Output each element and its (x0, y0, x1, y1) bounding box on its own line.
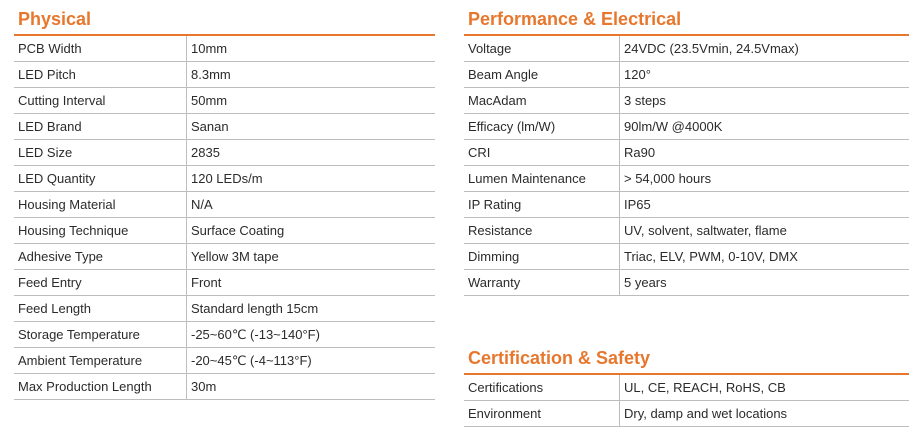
spec-value: > 54,000 hours (620, 166, 910, 192)
table-row (14, 88, 435, 114)
performance-section (464, 8, 909, 296)
performance-table (464, 36, 909, 296)
spec-key: Max Production Length (14, 374, 187, 400)
spec-value: Sanan (187, 114, 436, 140)
table-row (464, 166, 909, 192)
table-row (14, 322, 435, 348)
table-row (464, 244, 909, 270)
certification-section (464, 347, 909, 427)
table-row (14, 244, 435, 270)
table-row (464, 375, 909, 401)
physical-table (14, 36, 435, 400)
table-row (464, 114, 909, 140)
spec-value: -20~45℃ (-4~113°F) (187, 348, 436, 374)
table-row (14, 348, 435, 374)
spec-value: 8.3mm (187, 62, 436, 88)
table-row (14, 218, 435, 244)
table-row (14, 114, 435, 140)
spec-key: LED Size (14, 140, 187, 166)
table-row (14, 192, 435, 218)
spec-key: Dimming (464, 244, 620, 270)
certification-title: Certification & Safety (464, 347, 909, 375)
table-row (464, 192, 909, 218)
table-row (14, 36, 435, 62)
spec-key: LED Brand (14, 114, 187, 140)
table-row (14, 296, 435, 322)
spec-key: Housing Material (14, 192, 187, 218)
spec-key: CRI (464, 140, 620, 166)
spec-key: Ambient Temperature (14, 348, 187, 374)
spec-value: 50mm (187, 88, 436, 114)
spec-key: Environment (464, 401, 620, 427)
spec-value: 120° (620, 62, 910, 88)
performance-title: Performance & Electrical (464, 8, 909, 36)
spec-value: 5 years (620, 270, 910, 296)
spec-value: 10mm (187, 36, 436, 62)
table-row (14, 140, 435, 166)
spec-key: Cutting Interval (14, 88, 187, 114)
spec-value: UL, CE, REACH, RoHS, CB (620, 375, 910, 401)
physical-title: Physical (14, 8, 435, 36)
spec-value: Ra90 (620, 140, 910, 166)
spec-key: Feed Length (14, 296, 187, 322)
spec-key: LED Quantity (14, 166, 187, 192)
spec-value: 120 LEDs/m (187, 166, 436, 192)
spec-key: MacAdam (464, 88, 620, 114)
spec-key: Efficacy (lm/W) (464, 114, 620, 140)
spec-value: Yellow 3M tape (187, 244, 436, 270)
table-row (464, 270, 909, 296)
spec-value: 3 steps (620, 88, 910, 114)
spec-value: 24VDC (23.5Vmin, 24.5Vmax) (620, 36, 910, 62)
spec-key: Warranty (464, 270, 620, 296)
spec-value: Standard length 15cm (187, 296, 436, 322)
spec-key: Beam Angle (464, 62, 620, 88)
spec-key: Voltage (464, 36, 620, 62)
table-row (14, 270, 435, 296)
table-row (464, 36, 909, 62)
spec-value: UV, solvent, saltwater, flame (620, 218, 910, 244)
table-row (14, 166, 435, 192)
table-row (464, 218, 909, 244)
table-row (14, 374, 435, 400)
table-row (464, 140, 909, 166)
spec-value: 90lm/W @4000K (620, 114, 910, 140)
spec-value: Triac, ELV, PWM, 0-10V, DMX (620, 244, 910, 270)
spec-value: N/A (187, 192, 436, 218)
table-row (464, 88, 909, 114)
spec-value: Dry, damp and wet locations (620, 401, 910, 427)
table-row (464, 401, 909, 427)
spec-value: Front (187, 270, 436, 296)
spec-value: -25~60℃ (-13~140°F) (187, 322, 436, 348)
spec-value: Surface Coating (187, 218, 436, 244)
table-row (464, 62, 909, 88)
spec-key: Lumen Maintenance (464, 166, 620, 192)
spec-value: 30m (187, 374, 436, 400)
spec-key: Feed Entry (14, 270, 187, 296)
spec-value: IP65 (620, 192, 910, 218)
certification-table (464, 375, 909, 427)
table-row (14, 62, 435, 88)
spec-key: LED Pitch (14, 62, 187, 88)
spec-key: IP Rating (464, 192, 620, 218)
spec-key: Certifications (464, 375, 620, 401)
spec-key: Storage Temperature (14, 322, 187, 348)
spec-value: 2835 (187, 140, 436, 166)
spec-key: PCB Width (14, 36, 187, 62)
physical-section (14, 8, 435, 400)
spec-key: Housing Technique (14, 218, 187, 244)
spec-key: Adhesive Type (14, 244, 187, 270)
spec-key: Resistance (464, 218, 620, 244)
